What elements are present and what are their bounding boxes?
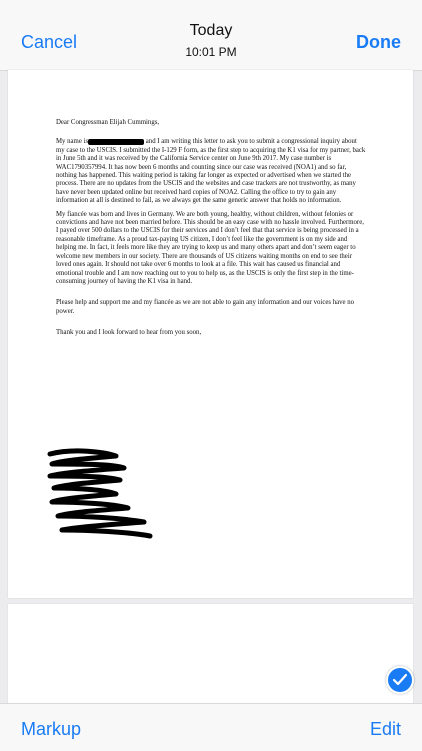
document-page[interactable] [8,70,413,598]
letter-paragraph-1 [56,138,366,205]
letter-salutation: Dear Congressman Elijah Cummings, [56,119,160,126]
letter-body [56,119,366,343]
timestamp: 10:01 PM [185,45,237,59]
checkmark-icon[interactable] [386,666,414,694]
letter-closing: Thank you and I look forward to hear from you soon, [56,329,202,337]
letter-paragraph-2: My fiancée was born and lives in Germany. We are both young, healthy, without children, without felonies or convictions and have not been married before. This should be an easy case with no hassle involved. Furthermore, I payed over 500 dollars to the USCIS for their services and I don’t feel that that service is being processed in a reasonable timeframe. As a proud tax-paying US citizen, I don’t feel like the government is on my side and helping me. In fact, it feels more like they are trying to keep us and many others apart and don’t seem eager to welcome new members in our society. There are thousands of US citizens waiting months on end to see their loved ones again. It should not take over 6 months to look at a file. This wait has caused us financial and emotional trouble and I am now reaching out to you to help us, as the USCIS is only the first step in the time-consuming journey of having the K1 visa in hand. [56,210,364,285]
markup-button[interactable]: Markup [21,719,82,739]
letter-paragraph-3: Please help and support me and my fiancée as we are not able to gain any information and our voices have no power. [56,299,355,315]
letter-paragraph-1-start: My name is [56,138,89,146]
letter-paragraph-1-rest: and I am writing this letter to ask you to submit a congressional inquiry about my case to the USCIS. I submitted the I-129 F form, as the first step to acquiring the K1 visa for my partner, back in June 5th and it was received by the California Service center on June 9th 2017. My case number is WAC1790357994. It has now been 6 months and counting since our case was received (NOA1) and so far, nothing has happened. This waiting period is taking far longer as expected or advertised when we started the process. There are no updates from the USCIS and the websites and case trackers are not trustworthy, as many have never been updated online but received hard copies of NOA2. Calling the office to try to gain any information at all is destined to fail, as we always get the same generic answer that holds no information. [56,138,366,205]
top-toolbar [0,0,422,71]
cancel-button[interactable]: Cancel [21,32,78,52]
edit-button[interactable]: Edit [369,719,401,739]
signature-redaction [44,446,156,546]
page-title: Today [189,22,233,39]
done-button[interactable]: Done [356,32,401,52]
redaction-mark [88,139,144,145]
bottom-toolbar [0,703,422,751]
